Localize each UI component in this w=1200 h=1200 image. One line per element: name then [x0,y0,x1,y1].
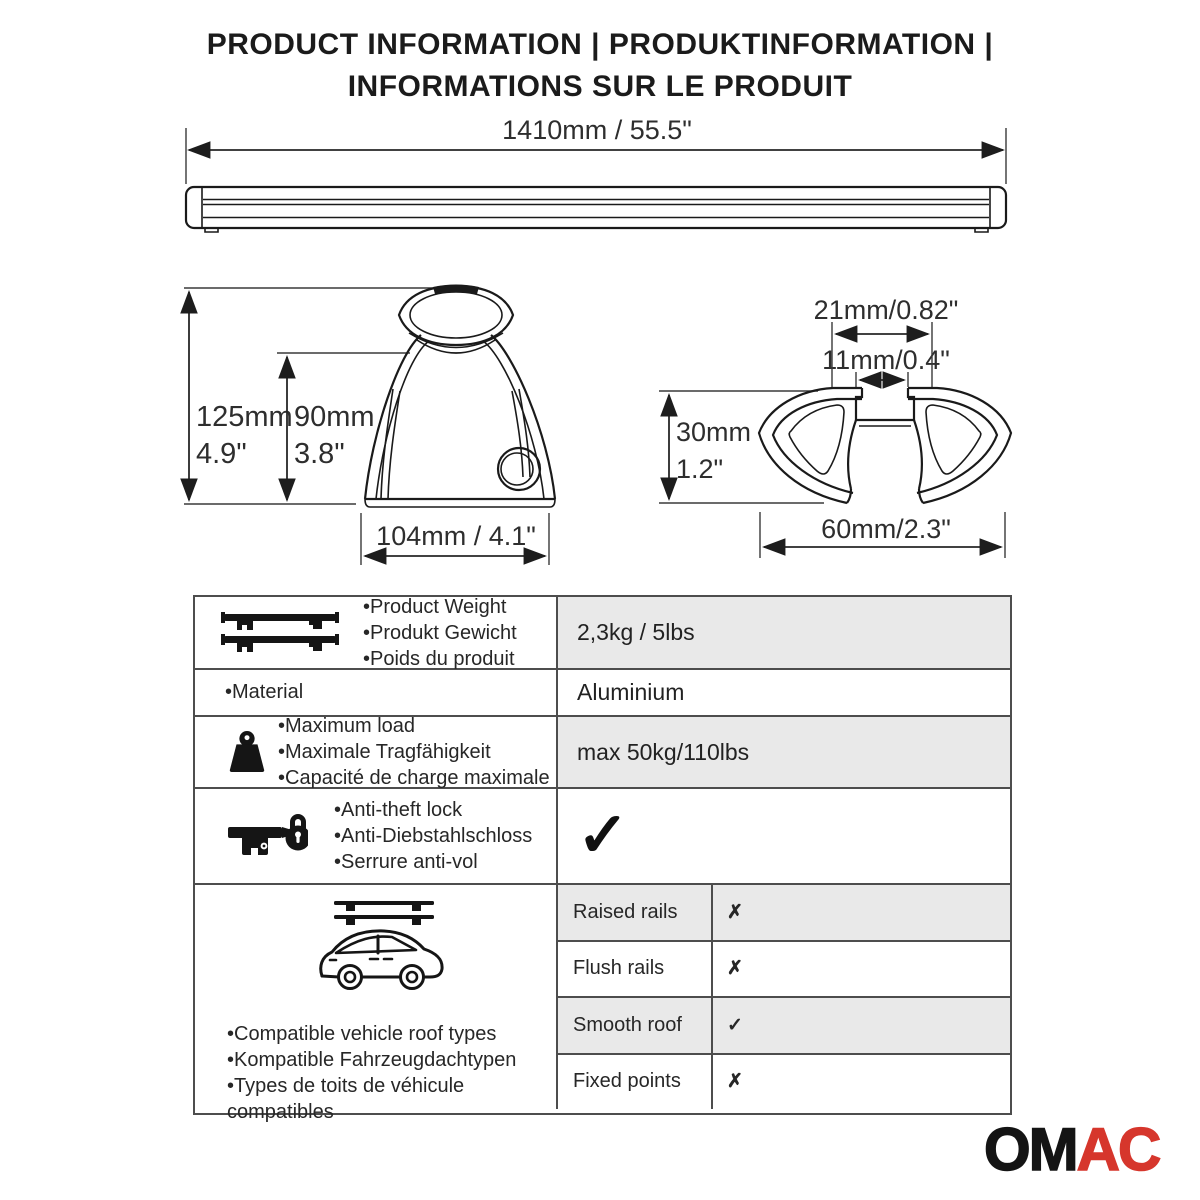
max-load-labels [278,713,550,791]
profile-bottom-width-label: 60mm/2.3" [821,514,951,544]
material-label-cell [195,670,558,715]
anti-theft-label-cell [195,789,558,883]
option-label: Fixed points [558,1055,713,1110]
label-line: •Material [225,681,304,703]
material-value: Aluminium [577,679,685,705]
foot-height-mm-label: 125mm [196,401,293,433]
car-icon-wrap [312,897,452,1007]
profile-top-width-label: 21mm/0.82" [813,295,959,325]
option-mark: ✗ [727,958,743,980]
crossbar-top-view-drawing [186,115,1006,232]
option-mark: ✗ [727,1071,743,1093]
anti-theft-value: ✓ [577,801,629,870]
table-row-product-weight [195,597,1010,668]
page-title-line1: PRODUCT INFORMATION | PRODUKTINFORMATION | [206,28,994,61]
option-label: Raised rails [558,885,713,940]
label-line: •Maximale Tragfähigkeit [278,741,491,763]
label-line: •Produkt Gewicht [363,621,517,644]
label-line: •Compatible vehicle roof types [227,1023,497,1045]
option-mark: ✓ [727,1014,743,1036]
weight-icon [226,730,268,774]
label-line: •Types de toits de véhicule compatibles [227,1075,465,1123]
table-row-anti-theft [195,787,1010,883]
crossbar-cross-section-drawing [659,295,1011,558]
profile-height-in-label: 1.2" [676,454,724,484]
profile-height-mm-label: 30mm [676,417,752,447]
roof-types-labels [227,1021,546,1125]
product-weight-value: 2,3kg / 5lbs [558,597,1010,668]
foot-inner-height-in-label: 3.8" [294,438,345,470]
dimension-diagrams [0,110,1200,580]
foot-width-label: 104mm / 4.1" [376,521,536,551]
foot-side-view-drawing [184,285,555,566]
table-row-material [195,668,1010,715]
label-line: •Poids du produit [363,647,515,670]
foot-height-in-label: 4.9" [196,438,247,470]
roof-types-label-cell [195,885,558,1123]
car-icon [312,897,452,1001]
page-title-line2: INFORMATIONS SUR LE PRODUIT [347,70,853,103]
product-weight-labels [363,594,517,672]
label-line: •Anti-theft lock [334,799,463,821]
anti-theft-labels [334,797,532,875]
max-load-label-cell [195,717,558,787]
logo-black-part: OM [984,1116,1077,1183]
foot-inner-height-mm-label: 90mm [294,401,375,433]
option-smooth-roof [558,996,1010,1053]
table-row-roof-types [195,883,1010,1123]
label-line: •Kompatible Fahrzeugdachtypen [227,1049,517,1071]
option-label: Smooth roof [558,998,713,1053]
table-row-max-load [195,715,1010,787]
roof-type-options [558,885,1010,1109]
lock-icon [228,808,308,864]
option-raised-rails [558,885,1010,940]
option-fixed-points [558,1053,1010,1110]
option-flush-rails [558,940,1010,997]
crossbars-icon [221,612,339,654]
label-line: •Anti-Diebstahlschloss [334,825,533,847]
label-line: •Product Weight [363,595,507,618]
max-load-value: max 50kg/110lbs [558,717,1010,787]
label-line: •Serrure anti-vol [334,851,478,873]
option-mark: ✗ [727,901,743,923]
logo-red-part: AC [1076,1116,1160,1183]
page-title [0,24,1200,108]
omac-logo [984,1116,1160,1183]
bar-length-label: 1410mm / 55.5" [502,115,692,145]
spec-table [193,595,1012,1123]
profile-slot-width-label: 11mm/0.4" [822,345,950,375]
label-line: •Capacité de charge maximale [278,767,550,789]
label-line: •Maximum load [278,715,416,737]
option-label: Flush rails [558,942,713,997]
product-weight-label-cell [195,597,558,668]
